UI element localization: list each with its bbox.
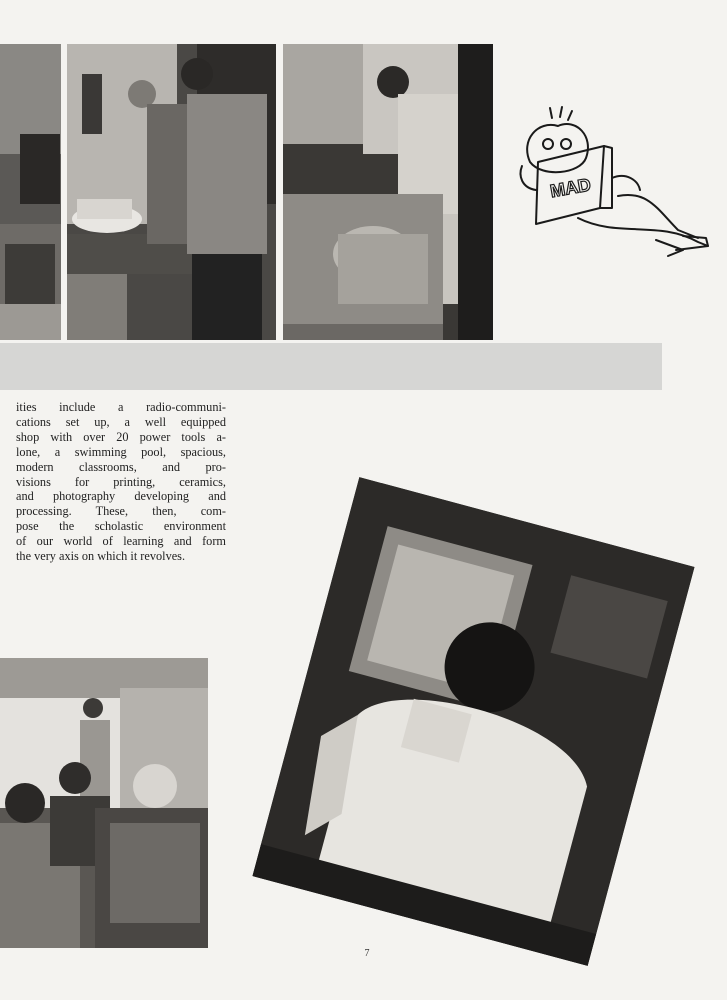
photo-drafting-student [252, 477, 694, 966]
body-line: of our world of learning and form [16, 534, 226, 549]
page-number: 7 [364, 948, 370, 959]
body-line: pose the scholastic environment [16, 519, 226, 534]
body-line: ities include a radio-communi- [16, 400, 226, 414]
body-line: the very axis on which it revolves. [16, 549, 186, 564]
body-line: modern classrooms, and pro- [16, 459, 226, 474]
photo-lathe-student [283, 44, 493, 340]
body-line: cations set up, a well equipped [16, 414, 226, 429]
photo-shop-partial [0, 44, 61, 340]
body-paragraph [16, 400, 226, 564]
cartoon-magazine-title: MAD [548, 174, 593, 202]
body-line: lone, a swimming pool, spacious, [16, 444, 226, 459]
body-line: and photography developing and [16, 489, 226, 504]
photo-classroom-teacher [0, 658, 208, 948]
photo-drill-press-students [67, 44, 276, 340]
photo-rotated-frame [252, 477, 694, 966]
body-line: shop with over 20 power tools a- [16, 429, 226, 444]
cartoon-reader-illustration [508, 100, 714, 260]
body-line: visions for printing, ceramics, [16, 474, 226, 489]
body-line: processing. These, then, com- [16, 504, 226, 519]
gray-band-divider [0, 343, 662, 390]
